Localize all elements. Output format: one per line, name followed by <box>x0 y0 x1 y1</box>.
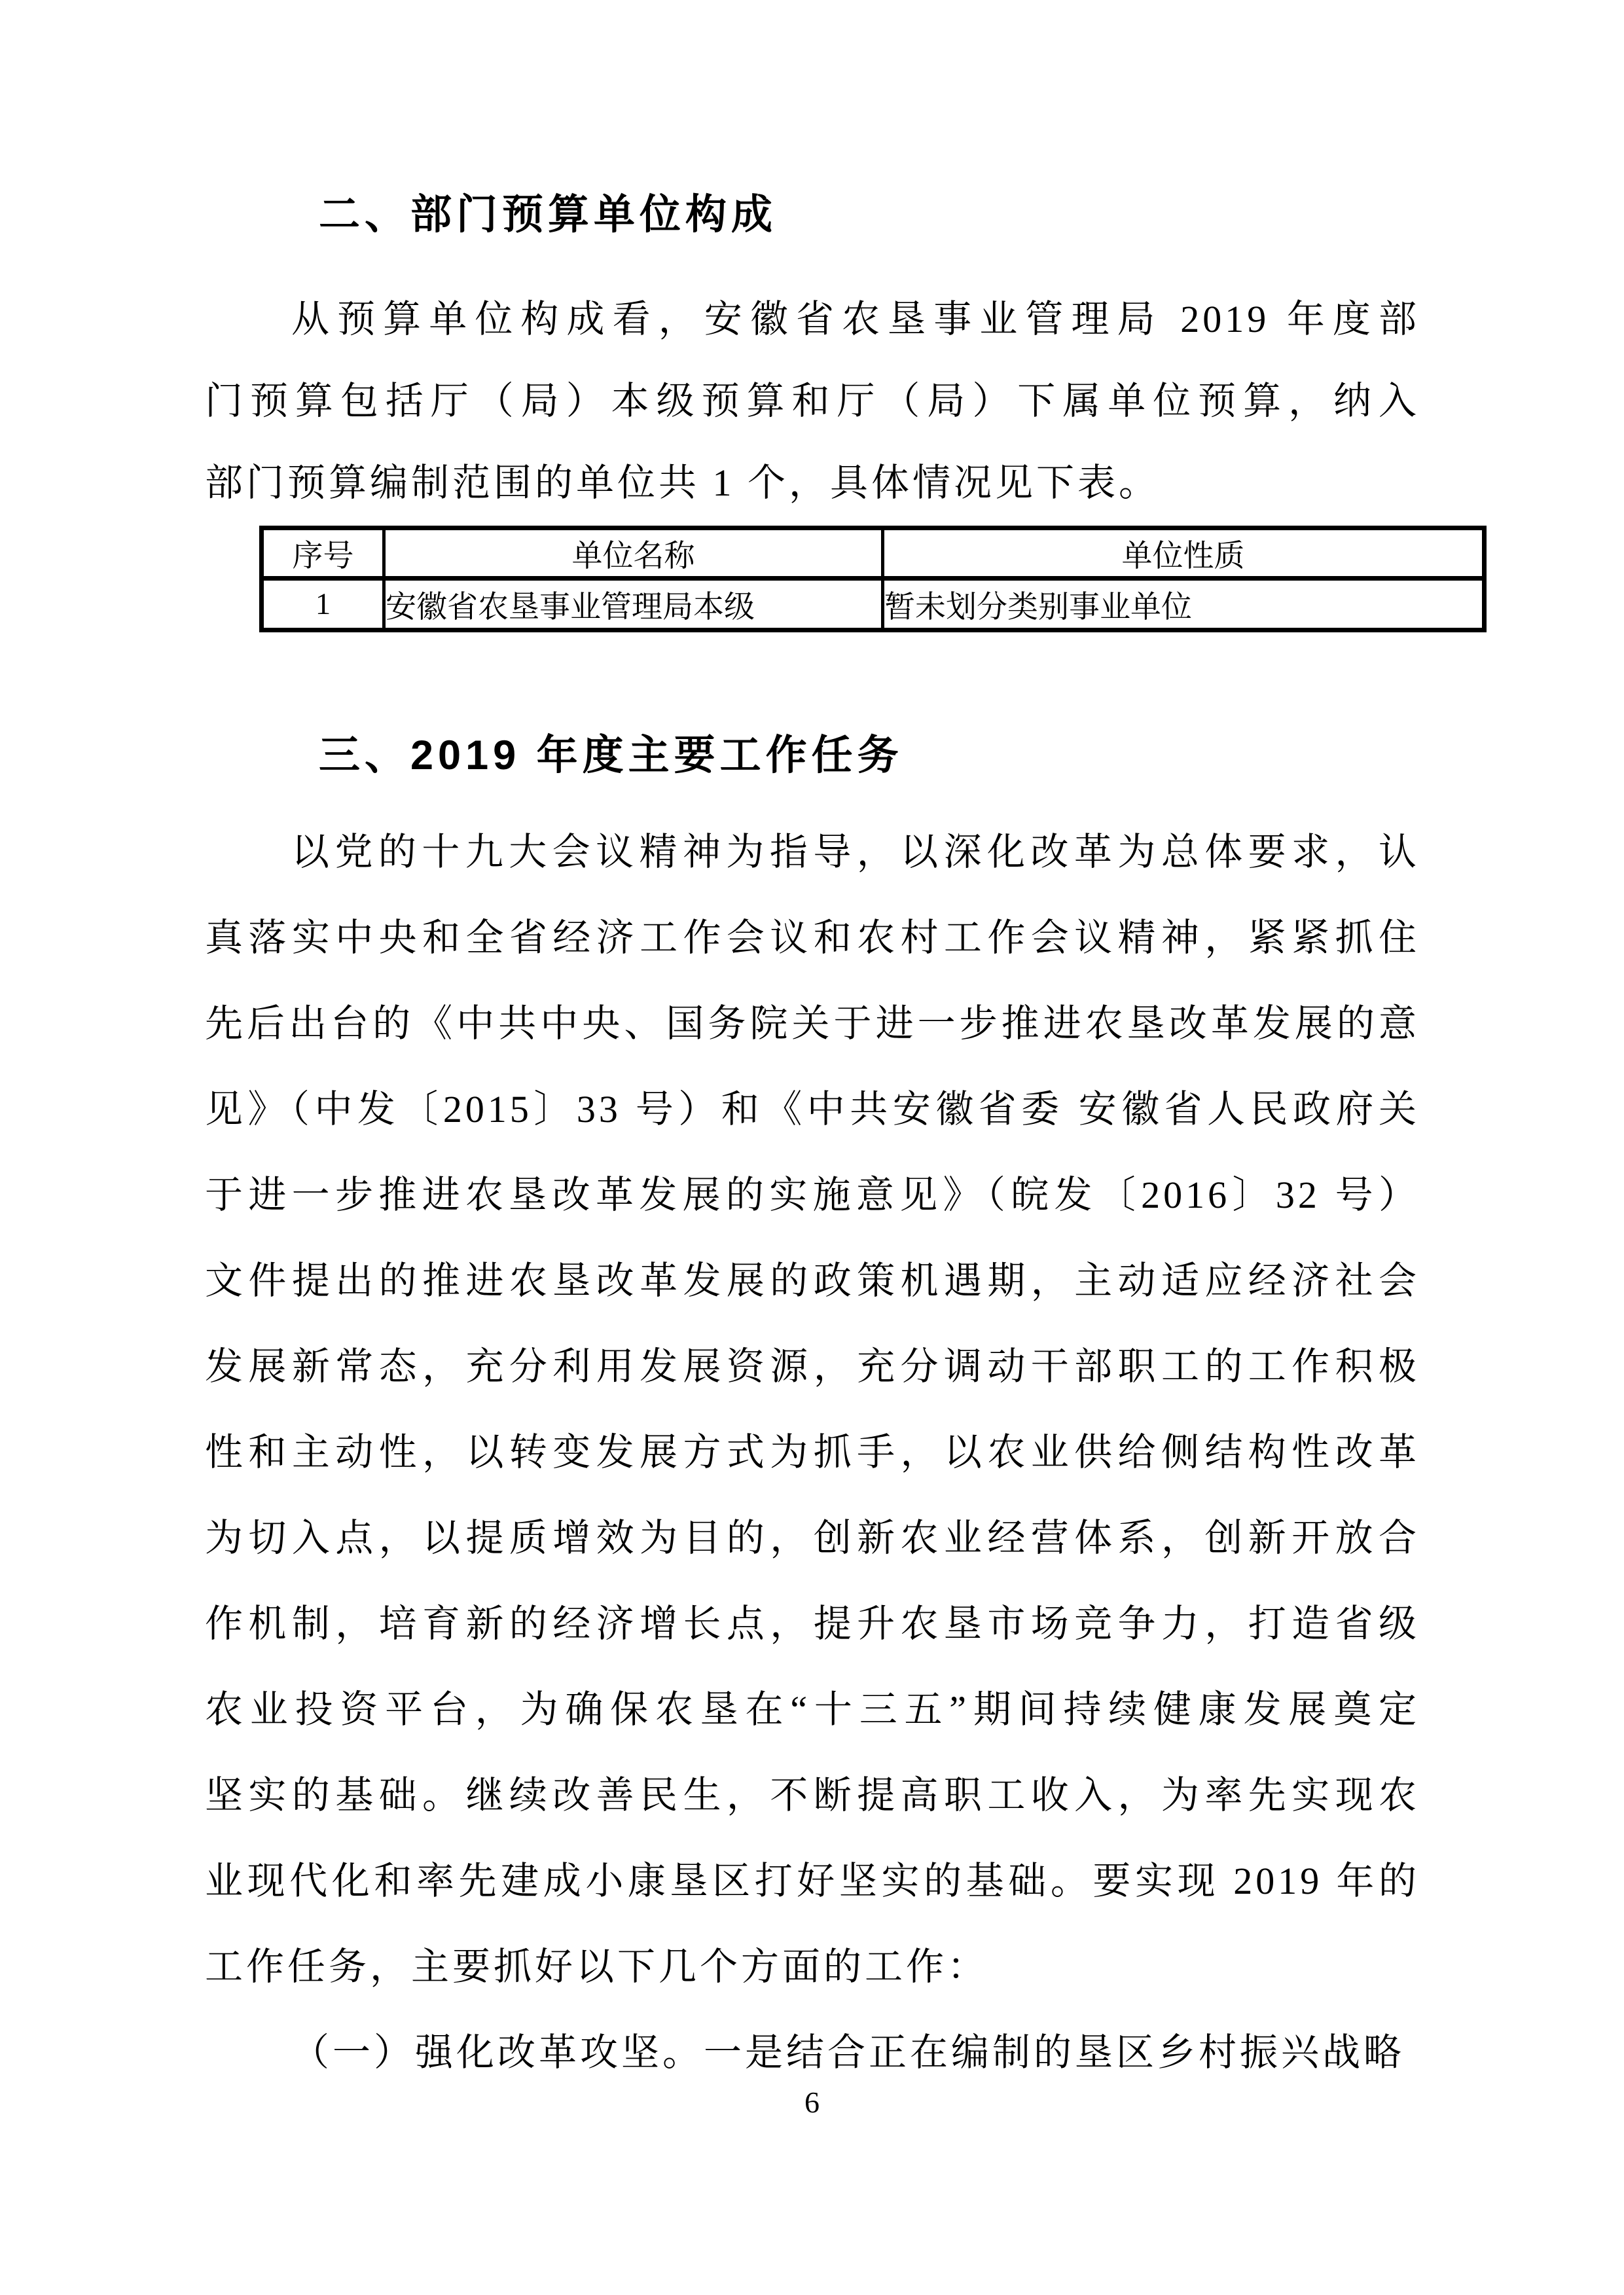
paragraph-line: 先后出台的《中共中央、国务院关于进一步推进农垦改革发展的意 <box>205 1002 1420 1045</box>
paragraph-line: 见》（中发〔2015〕33 号）和《中共安徽省委 安徽省人民政府关 <box>205 1088 1420 1130</box>
section-2-heading: 二、部门预算单位构成 <box>319 192 777 238</box>
section-3-paragraph <box>205 809 1420 2095</box>
subsection-paragraph-line: （一）强化改革攻坚。一是结合正在编制的垦区乡村振兴战略 <box>291 2031 1405 2074</box>
section-2-paragraph <box>205 278 1420 524</box>
table-header-cell-index: 序号 <box>262 528 384 579</box>
paragraph-line: 真落实中央和全省经济工作会议和农村工作会议精神，紧紧抓住 <box>205 916 1420 959</box>
table-header-cell-unit-type: 单位性质 <box>883 528 1485 579</box>
table-row <box>262 579 1485 630</box>
paragraph-line: 为切入点，以提质增效为目的，创新农业经营体系，创新开放合 <box>205 1517 1420 1559</box>
section-3-heading: 三、2019 年度主要工作任务 <box>319 732 903 778</box>
paragraph-line: 作机制，培育新的经济增长点，提升农垦市场竞争力，打造省级 <box>205 1602 1420 1645</box>
paragraph-line: 于进一步推进农垦改革发展的实施意见》（皖发〔2016〕32 号） <box>205 1174 1420 1216</box>
paragraph-line: 文件提出的推进农垦改革发展的政策机遇期，主动适应经济社会 <box>205 1259 1420 1302</box>
paragraph-line: 以党的十九大会议精神为指导，以深化改革为总体要求，认 <box>291 831 1420 873</box>
table-cell-unit-type: 暂未划分类别事业单位 <box>883 579 1485 630</box>
table-header-row <box>262 528 1485 579</box>
table-cell-unit-name: 安徽省农垦事业管理局本级 <box>384 579 883 630</box>
page-number: 6 <box>804 2086 820 2119</box>
paragraph-line: 坚实的基础。继续改善民生，不断提高职工收入，为率先实现农 <box>205 1774 1420 1816</box>
paragraph-line: 部门预算编制范围的单位共 1 个，具体情况见下表。 <box>205 461 1161 504</box>
paragraph-line: 发展新常态，充分利用发展资源，充分调动干部职工的工作积极 <box>205 1345 1420 1388</box>
paragraph-line: 性和主动性，以转变发展方式为抓手，以农业供给侧结构性改革 <box>205 1431 1420 1473</box>
paragraph-line: 业现代化和率先建成小康垦区打好坚实的基础。要实现 2019 年的 <box>205 1860 1420 1902</box>
budget-units-table <box>259 526 1487 632</box>
paragraph-line: 农业投资平台，为确保农垦在“十三五”期间持续健康发展奠定 <box>205 1688 1420 1731</box>
paragraph-line: 门预算包括厅（局）本级预算和厅（局）下属单位预算，纳入 <box>205 380 1420 422</box>
table-cell-index: 1 <box>262 579 384 630</box>
paragraph-line: 工作任务，主要抓好以下几个方面的工作： <box>205 1945 989 1988</box>
table-header-cell-unit-name: 单位名称 <box>384 528 883 579</box>
paragraph-line: 从预算单位构成看，安徽省农垦事业管理局 2019 年度部 <box>291 298 1420 340</box>
